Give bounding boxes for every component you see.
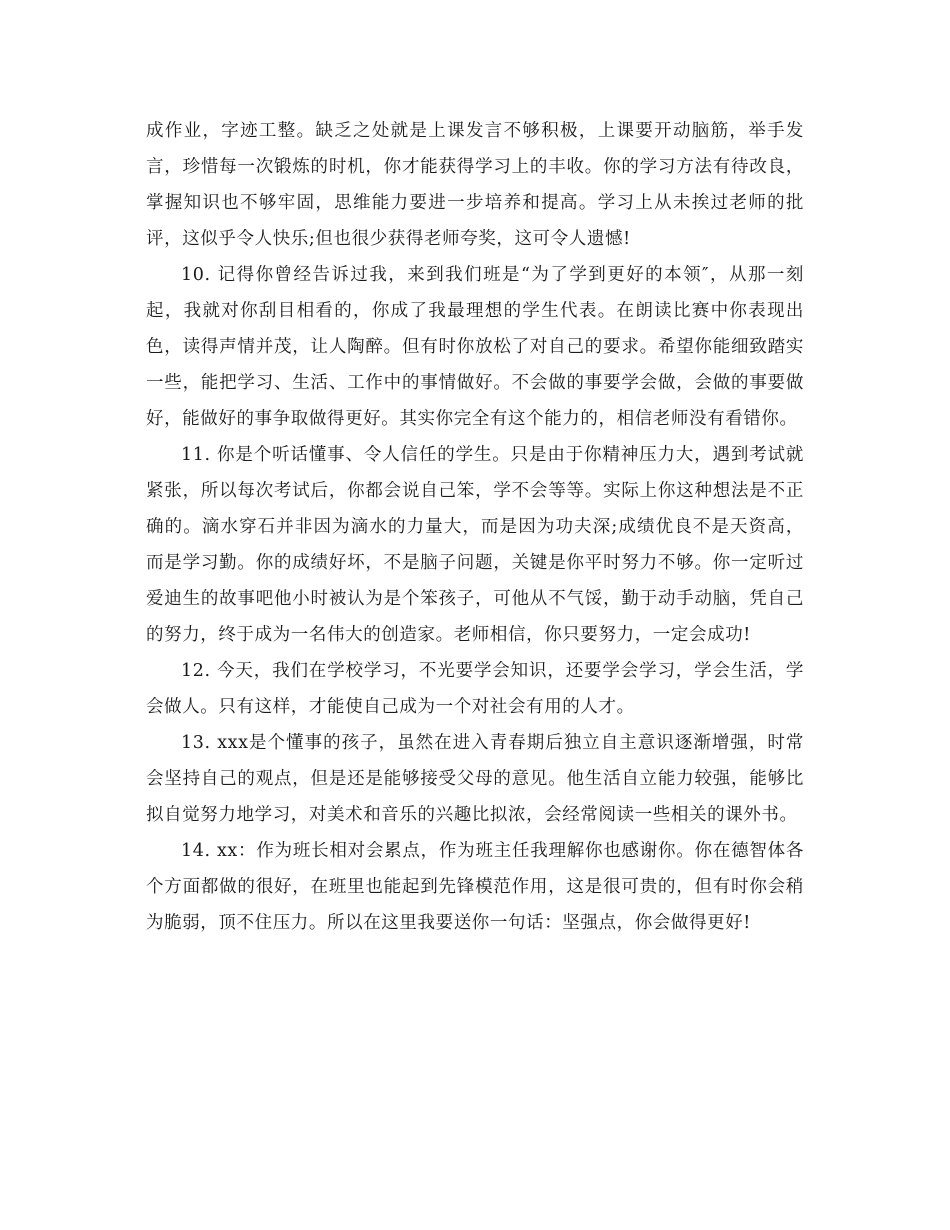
paragraph-item-11: 11. 你是个听话懂事、令人信任的学生。只是由于你精神压力大，遇到考试就紧张，所以每次考试后，你都会说自己笨，学不会等等。实际上你这种想法是不正确的。滴水穿石并非因为滴水的力量大，而是因为功夫深;成绩优良不是天资高，而是学习勤。你的成绩好坏，不是脑子问题，关键是你平时努力不够。你一定听过爱迪生的故事吧他小时被认为是个笨孩子，可他从不气馁，勤于动手动脑，凭自己的努力，终于成为一名伟大的创造家。老师相信，你只要努力，一定会成功!: [146, 445, 804, 645]
paragraph-item-10: 10. 记得你曾经告诉过我，来到我们班是“为了学到更好的本领″，从那一刻起，我就对你刮目相看的，你成了我最理想的学生代表。在朗读比赛中你表现出色，读得声情并茂，让人陶醉。但有时你放松了对自己的要求。希望你能细致踏实一些，能把学习、生活、工作中的事情做好。不会做的事要学会做，会做的事要做好，能做好的事争取做得更好。其实你完全有这个能力的，相信老师没有看错你。: [146, 265, 804, 429]
paragraph-item-14: 14. xx：作为班长相对会累点，作为班主任我理解你也感谢你。你在德智体各个方面都做的很好，在班里也能起到先锋模范作用，这是很可贵的，但有时你会稍为脆弱，顶不住压力。所以在这里我要送你一句话：坚强点，你会做得更好!: [146, 841, 804, 933]
paragraph-continuation: 成作业，字迹工整。缺乏之处就是上课发言不够积极，上课要开动脑筋，举手发言，珍惜每一次锻炼的时机，你才能获得学习上的丰收。你的学习方法有待改良，掌握知识也不够牢固，思维能力要进一步培养和提高。学习上从未挨过老师的批评，这似乎令人快乐;但也很少获得老师夸奖，这可令人遗憾!: [146, 121, 804, 249]
document-page: [146, 113, 804, 941]
paragraph-item-12: 12. 今天，我们在学校学习，不光要学会知识，还要学会学习，学会生活，学会做人。只有这样，才能使自己成为一个对社会有用的人才。: [146, 661, 804, 717]
paragraph-item-13: 13. xxx是个懂事的孩子，虽然在进入青春期后独立自主意识逐渐增强，时常会坚持自己的观点，但是还是能够接受父母的意见。他生活自立能力较强，能够比拟自觉努力地学习，对美术和音乐的兴趣比拟浓，会经常阅读一些相关的课外书。: [146, 733, 804, 825]
